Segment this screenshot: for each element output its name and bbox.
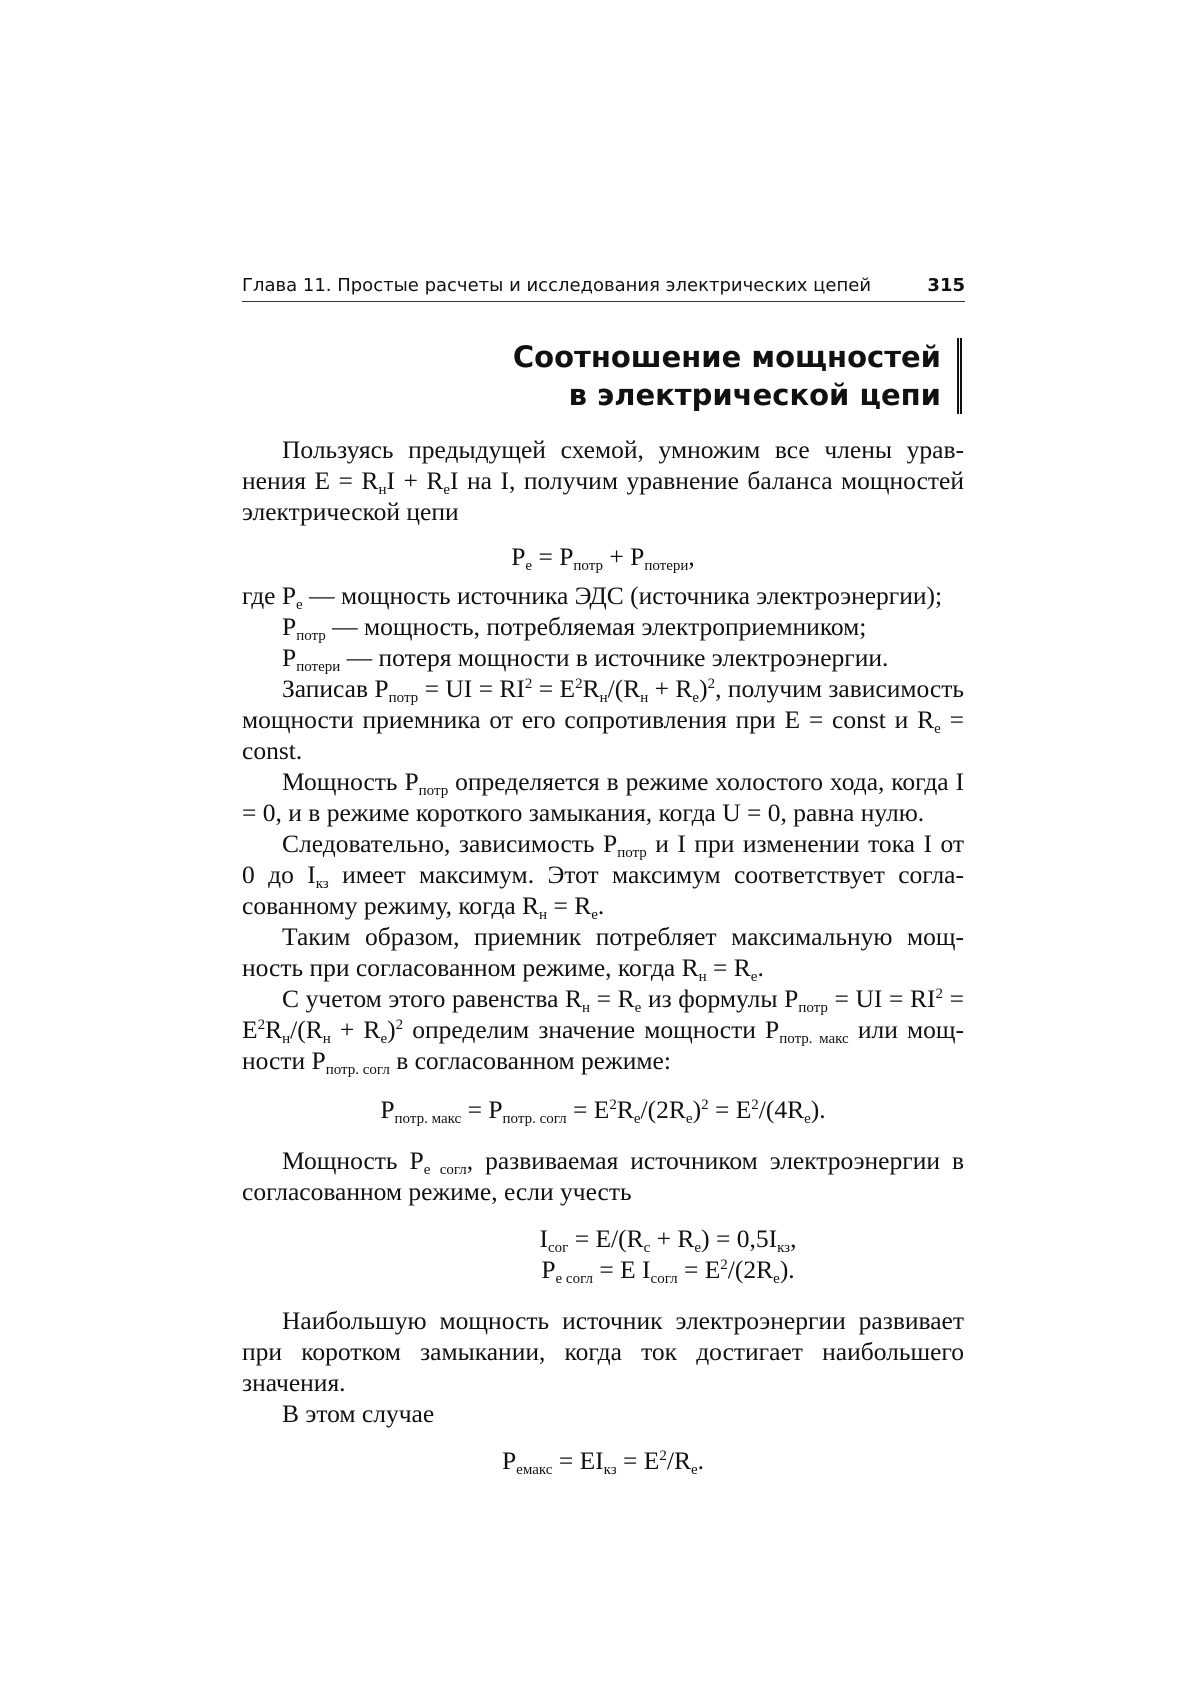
- section-title: [513, 338, 962, 414]
- formula-power-balance: $P_e = P_{потр} + P_{потери}$,: [511, 542, 695, 574]
- paragraph-in-this-case: В этом случае: [282, 1399, 435, 1428]
- paragraph-matched-mode: С учетом этого равенства $R_н = R_e$ из формулы $P_{потр}$ = UI = $RI^2 = E^2R_н/(R_н + R_e)^2$ определим значение мощности $P_{потр. макс}$ или мощности $P_{потр. согл}$ в согласованном режиме:: [242, 984, 965, 1078]
- definition-ppotr: $P_{потр}$ — мощность, потребляемая электроприемником;: [282, 612, 867, 644]
- paragraph-intro: Пользуясь предыдущей схемой, умножим все члены уравнения $E = R_нI + R_eI$ на I, получим уравнение баланса мощностей электрической цепи: [242, 435, 964, 526]
- page-number: 315: [927, 275, 965, 296]
- page-header: [242, 275, 965, 302]
- chapter-title: Глава 11. Простые расчеты и исследования электрических цепей: [242, 275, 872, 296]
- formula-max-power: $P_{потр. макс} = P_{потр. согл} = E^2R_e/(2R_e)^2 = E^2/(4R_e)$.: [380, 1095, 826, 1127]
- definition-pe: где $P_e$ — мощность источника ЭДС (источника электроэнергии);: [242, 581, 943, 613]
- section-title-line-2: в электрической цепи: [568, 378, 941, 412]
- paragraph-dependence: Записав $P_{потр}$ = UI = $RI^2 = E^2R_н/(R_н + R_e)^2$, получим зависимость мощности приемника от его сопротивления при E = const и $R_e$ = const.: [242, 674, 964, 765]
- formula-emax: $P_{eмакс} = EI_{кз} = E^2/R_e$.: [501, 1446, 705, 1478]
- paragraph-short-circuit: Наибольшую мощность источник электроэнергии развивает при коротком замыкании, когда ток достигает наибольшего значения.: [242, 1306, 964, 1397]
- paragraph-maximum: Следовательно, зависимость $P_{потр}$ и I при изменении тока I от 0 до $I_{кз}$ имеет максимум. Этот максимум соответствует согласованному режиму, когда $R_н = R_e$.: [242, 829, 964, 923]
- paragraph-zero-power: Мощность $P_{потр}$ определяется в режиме холостого хода, когда I = 0, и в режиме короткого замыкания, когда U = 0, равна нулю.: [242, 767, 964, 827]
- definition-ppoteri: $P_{потери}$ — потеря мощности в источнике электроэнергии.: [282, 643, 889, 675]
- formula-matched-current: $I_{сог} = E/(R_c + R_e) = 0,5I_{кз}$,: [539, 1224, 797, 1256]
- body-text: [242, 434, 964, 1476]
- formula-matched-source-power: $P_{e согл} = E$ $I_{согл} = E^2/(2R_e)$.: [541, 1255, 795, 1287]
- paragraph-source-power: Мощность $P_{e согл}$, развиваемая источником электроэнергии в согласованном режиме, если учесть: [242, 1146, 964, 1206]
- section-title-line-1: Соотношение мощностей: [512, 340, 941, 374]
- paragraph-max-power: Таким образом, приемник потребляет максимальную мощность при согласованном режиме, когда $R_н = R_e$.: [242, 922, 964, 985]
